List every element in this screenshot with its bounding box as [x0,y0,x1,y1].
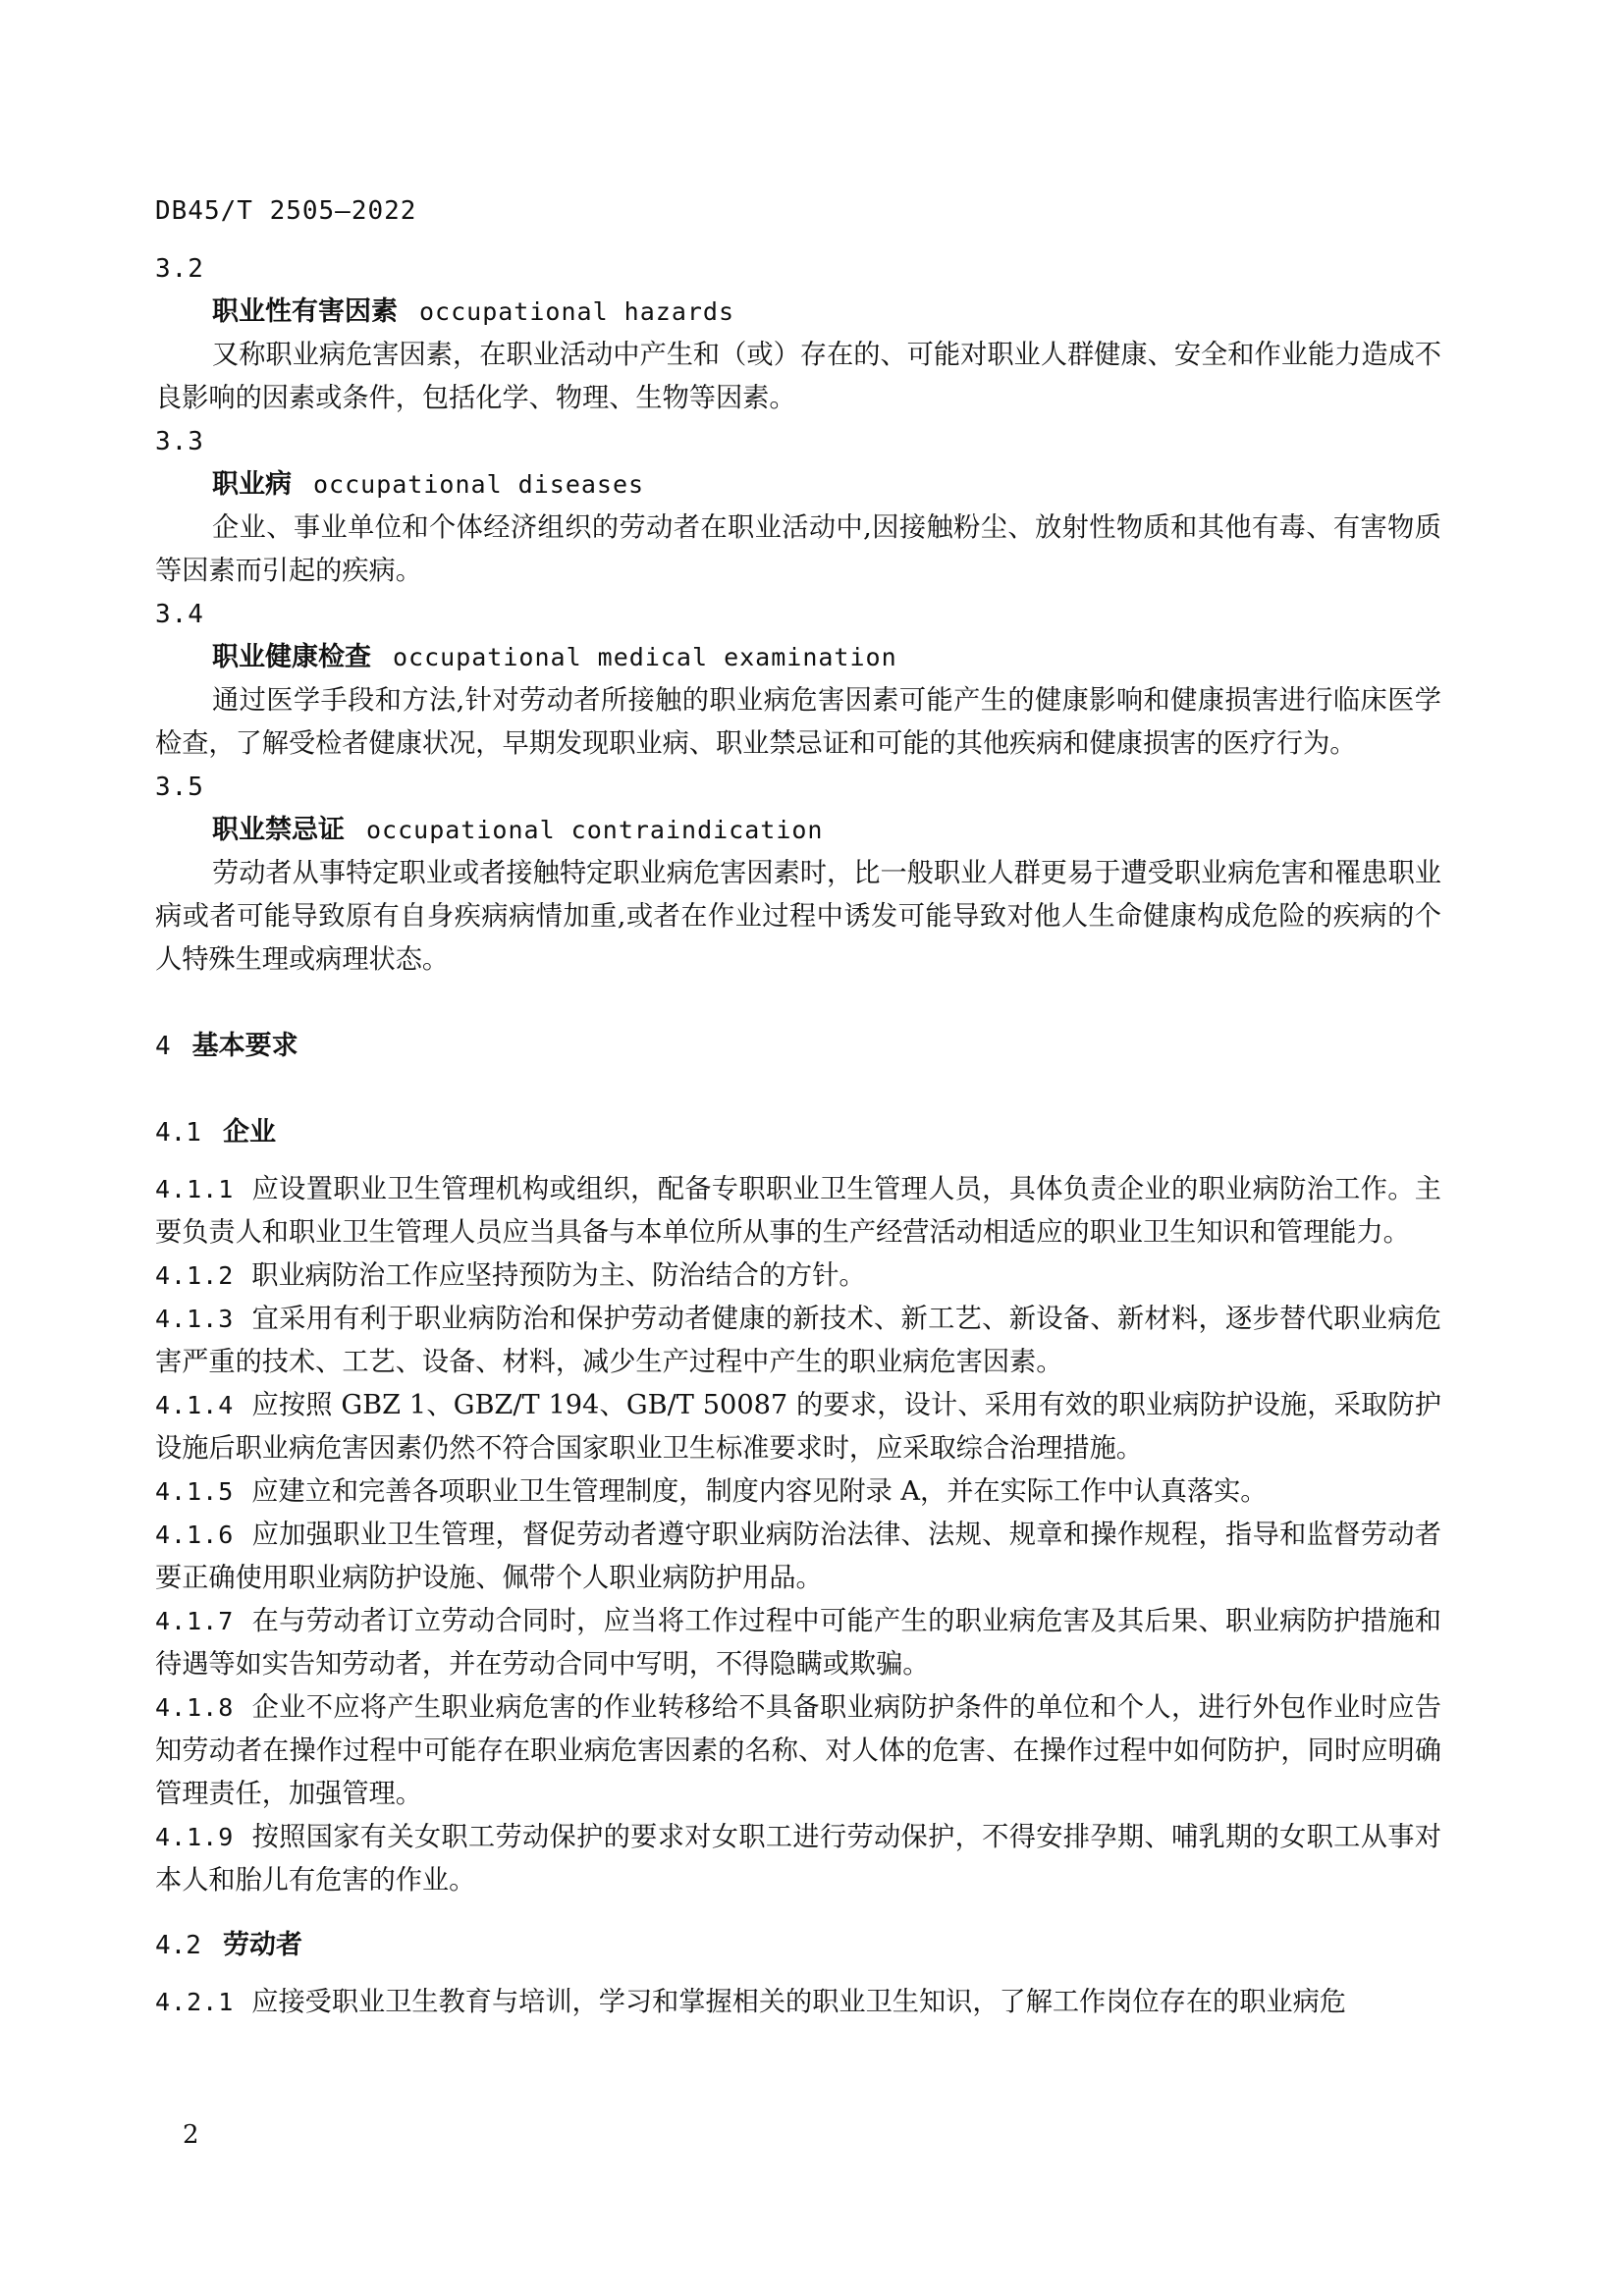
term-number: 3.4 [155,600,204,629]
clause-number: 4.1.9 [155,1823,235,1851]
clause [155,1816,1441,1902]
clause-number: 4.1.4 [155,1391,235,1419]
clause-text: 在与劳动者订立劳动合同时，应当将工作过程中可能产生的职业病危害及其后果、职业病防护措施和待遇等如实告知劳动者，并在劳动合同中写明，不得隐瞒或欺骗。 [155,1606,1441,1680]
term-chinese: 职业禁忌证 [212,815,345,845]
term-definition: 又称职业病危害因素，在职业活动中产生和（或）存在的、可能对职业人群健康、安全和作业能力造成不良影响的因素或条件，包括化学、物理、生物等因素。 [155,340,1441,413]
term-chinese: 职业病 [212,469,292,500]
subsection-title: 劳动者 [222,1930,302,1960]
subsection-heading [155,1111,1441,1154]
term-heading [155,463,1441,507]
clause-text: 应建立和完善各项职业卫生管理制度，制度内容见附录 A，并在实际工作中认真落实。 [251,1476,1268,1507]
term-english: occupational hazards [419,297,735,326]
term-definition: 通过医学手段和方法,针对劳动者所接触的职业病危害因素可能产生的健康影响和健康损害进行临床医学检查，了解受检者健康状况，早期发现职业病、职业禁忌证和可能的其他疾病和健康损害的医疗行为。 [155,685,1441,759]
clause-text: 企业不应将产生职业病危害的作业转移给不具备职业病防护条件的单位和个人，进行外包作业时应告知劳动者在操作过程中可能存在职业病危害因素的名称、对人体的危害、在操作过程中如何防护，同时应明确管理责任，加强管理。 [155,1692,1441,1809]
clause-text: 应设置职业卫生管理机构或组织，配备专职职业卫生管理人员，具体负责企业的职业病防治工作。主要负责人和职业卫生管理人员应当具备与本单位所从事的生产经营活动相适应的职业卫生知识和管理能力。 [155,1174,1441,1248]
term-english: occupational contraindication [366,816,824,844]
clause-number: 4.1.8 [155,1693,235,1722]
clause [155,1384,1441,1470]
clause [155,1255,1441,1298]
term-definition: 企业、事业单位和个体经济组织的劳动者在职业活动中,因接触粉尘、放射性物质和其他有毒、有害物质等因素而引起的疾病。 [155,512,1441,586]
subsection-title: 企业 [222,1117,276,1148]
term-definition: 劳动者从事特定职业或者接触特定职业病危害因素时，比一般职业人群更易于遭受职业病危害和罹患职业病或者可能导致原有自身疾病病情加重,或者在作业过程中诱发可能导致对他人生命健康构成危险的疾病的个人特殊生理或病理状态。 [155,858,1441,975]
section-title: 基本要求 [191,1031,298,1061]
clause [155,1600,1441,1686]
clause [155,1168,1441,1255]
clause [155,1686,1441,1816]
clause-text: 应加强职业卫生管理，督促劳动者遵守职业病防治法律、法规、规章和操作规程，指导和监督劳动者要正确使用职业病防护设施、佩带个人职业病防护用品。 [155,1520,1441,1593]
term-heading [155,636,1441,679]
term-chinese: 职业健康检查 [212,642,371,672]
clause-text: 应按照 GBZ 1、GBZ/T 194、GB/T 50087 的要求，设计、采用有效的职业病防护设施，采取防护设施后职业病危害因素仍然不符合国家职业卫生标准要求时，应采取综合治理措施。 [155,1390,1441,1464]
clause-number: 4.1.3 [155,1305,235,1333]
term-english: occupational medical examination [393,643,897,671]
term-chinese: 职业性有害因素 [212,296,398,327]
subsection-number: 4.2 [155,1931,201,1960]
page-number: 2 [183,2120,199,2150]
term-heading [155,291,1441,334]
term-number: 3.5 [155,773,204,802]
section-heading [155,1025,1441,1068]
document-body [155,247,1441,2024]
clause-number: 4.1.1 [155,1175,235,1203]
section-number: 4 [155,1032,171,1061]
clause [155,1470,1441,1514]
clause-number: 4.1.7 [155,1607,235,1635]
clause [155,1298,1441,1384]
clause-number: 4.1.6 [155,1521,235,1549]
clause-number: 4.1.5 [155,1477,235,1506]
clause-number: 4.2.1 [155,1988,235,2016]
clause-text: 按照国家有关女职工劳动保护的要求对女职工进行劳动保护，不得安排孕期、哺乳期的女职工从事对本人和胎儿有危害的作业。 [155,1822,1441,1896]
clause [155,1981,1441,2024]
clause [155,1514,1441,1600]
clause-text: 宜采用有利于职业病防治和保护劳动者健康的新技术、新工艺、新设备、新材料，逐步替代职业病危害严重的技术、工艺、设备、材料，减少生产过程中产生的职业病危害因素。 [155,1304,1441,1377]
clause-text: 应接受职业卫生教育与培训，学习和掌握相关的职业卫生知识，了解工作岗位存在的职业病危 [251,1987,1346,2017]
clause-text: 职业病防治工作应坚持预防为主、防治结合的方针。 [251,1260,866,1291]
subsection-number: 4.1 [155,1118,201,1148]
subsection-heading [155,1924,1441,1967]
term-number: 3.2 [155,254,204,284]
standard-code-header: DB45/T 2505—2022 [155,196,417,226]
clause-number: 4.1.2 [155,1261,235,1290]
term-english: occupational diseases [313,470,645,499]
term-heading [155,809,1441,852]
term-number: 3.3 [155,427,204,456]
